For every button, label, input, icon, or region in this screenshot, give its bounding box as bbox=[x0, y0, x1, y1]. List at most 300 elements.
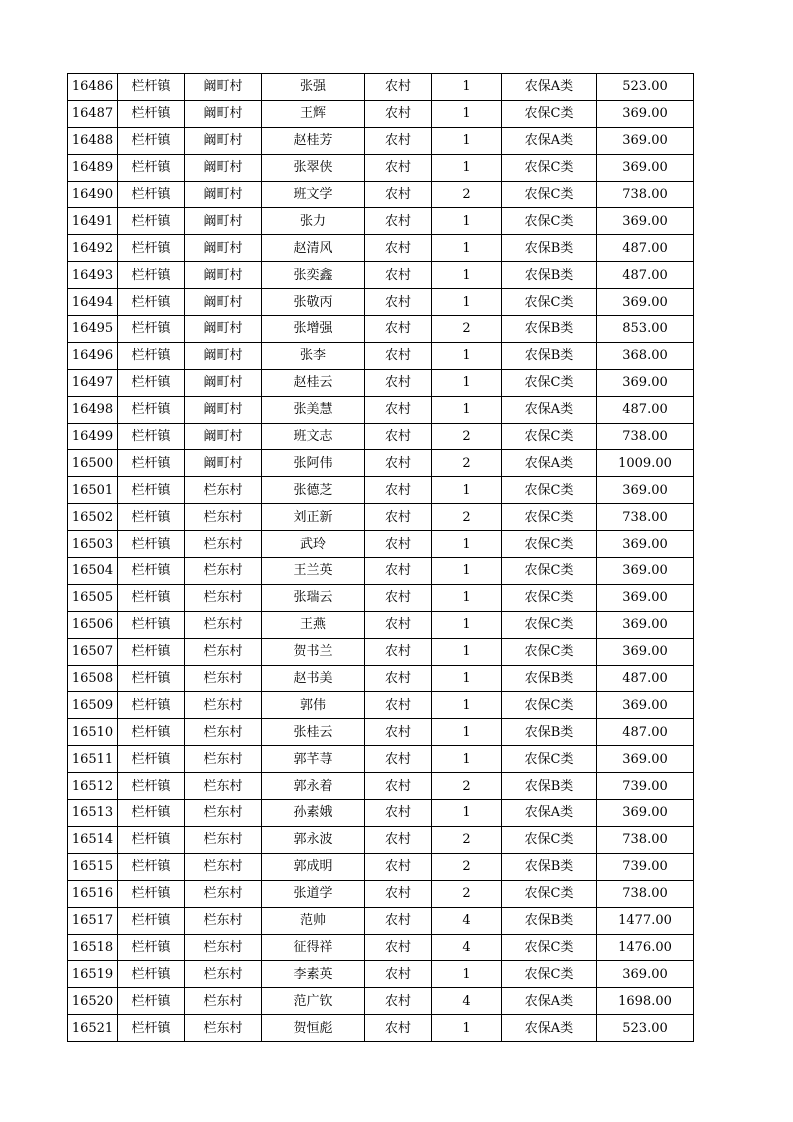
village-cell: 栏东村 bbox=[185, 773, 262, 800]
town-cell: 栏杆镇 bbox=[118, 235, 185, 262]
amount-cell: 369.00 bbox=[597, 477, 694, 504]
table-row bbox=[68, 235, 694, 262]
record-id-cell: 16496 bbox=[68, 342, 118, 369]
table-row bbox=[68, 342, 694, 369]
table-row bbox=[68, 262, 694, 289]
town-cell: 栏杆镇 bbox=[118, 262, 185, 289]
record-id-cell: 16490 bbox=[68, 181, 118, 208]
residence-type-cell: 农村 bbox=[365, 208, 432, 235]
name-cell: 赵桂芳 bbox=[262, 127, 365, 154]
name-cell: 王燕 bbox=[262, 611, 365, 638]
residence-type-cell: 农村 bbox=[365, 450, 432, 477]
town-cell: 栏杆镇 bbox=[118, 773, 185, 800]
insurance-category-cell: 农保B类 bbox=[502, 235, 597, 262]
record-id-cell: 16497 bbox=[68, 369, 118, 396]
insurance-category-cell: 农保B类 bbox=[502, 316, 597, 343]
town-cell: 栏杆镇 bbox=[118, 289, 185, 316]
town-cell: 栏杆镇 bbox=[118, 74, 185, 101]
roster-body bbox=[68, 74, 694, 1042]
name-cell: 王兰英 bbox=[262, 558, 365, 585]
town-cell: 栏杆镇 bbox=[118, 746, 185, 773]
table-row bbox=[68, 477, 694, 504]
insurance-category-cell: 农保B类 bbox=[502, 773, 597, 800]
insurance-category-cell: 农保C类 bbox=[502, 692, 597, 719]
residence-type-cell: 农村 bbox=[365, 665, 432, 692]
residence-type-cell: 农村 bbox=[365, 907, 432, 934]
record-id-cell: 16489 bbox=[68, 154, 118, 181]
village-cell: 栏东村 bbox=[185, 584, 262, 611]
name-cell: 郭成明 bbox=[262, 853, 365, 880]
name-cell: 张敬丙 bbox=[262, 289, 365, 316]
name-cell: 张美慧 bbox=[262, 396, 365, 423]
person-count-cell: 1 bbox=[432, 477, 502, 504]
person-count-cell: 1 bbox=[432, 342, 502, 369]
table-row bbox=[68, 800, 694, 827]
town-cell: 栏杆镇 bbox=[118, 316, 185, 343]
town-cell: 栏杆镇 bbox=[118, 665, 185, 692]
person-count-cell: 1 bbox=[432, 719, 502, 746]
residence-type-cell: 农村 bbox=[365, 988, 432, 1015]
record-id-cell: 16518 bbox=[68, 934, 118, 961]
table-row bbox=[68, 369, 694, 396]
name-cell: 范广钦 bbox=[262, 988, 365, 1015]
name-cell: 张李 bbox=[262, 342, 365, 369]
town-cell: 栏杆镇 bbox=[118, 100, 185, 127]
insurance-category-cell: 农保A类 bbox=[502, 450, 597, 477]
town-cell: 栏杆镇 bbox=[118, 826, 185, 853]
name-cell: 武玲 bbox=[262, 531, 365, 558]
town-cell: 栏杆镇 bbox=[118, 934, 185, 961]
table-row bbox=[68, 934, 694, 961]
person-count-cell: 2 bbox=[432, 773, 502, 800]
town-cell: 栏杆镇 bbox=[118, 880, 185, 907]
insurance-category-cell: 农保A类 bbox=[502, 127, 597, 154]
table-row bbox=[68, 584, 694, 611]
town-cell: 栏杆镇 bbox=[118, 396, 185, 423]
insurance-category-cell: 农保C类 bbox=[502, 531, 597, 558]
record-id-cell: 16494 bbox=[68, 289, 118, 316]
residence-type-cell: 农村 bbox=[365, 235, 432, 262]
village-cell: 栏东村 bbox=[185, 934, 262, 961]
name-cell: 范帅 bbox=[262, 907, 365, 934]
insurance-category-cell: 农保C类 bbox=[502, 880, 597, 907]
record-id-cell: 16519 bbox=[68, 961, 118, 988]
village-cell: 栏东村 bbox=[185, 826, 262, 853]
table-row bbox=[68, 719, 694, 746]
residence-type-cell: 农村 bbox=[365, 853, 432, 880]
residence-type-cell: 农村 bbox=[365, 746, 432, 773]
record-id-cell: 16492 bbox=[68, 235, 118, 262]
person-count-cell: 1 bbox=[432, 100, 502, 127]
record-id-cell: 16515 bbox=[68, 853, 118, 880]
residence-type-cell: 农村 bbox=[365, 181, 432, 208]
table-row bbox=[68, 208, 694, 235]
record-id-cell: 16511 bbox=[68, 746, 118, 773]
table-row bbox=[68, 100, 694, 127]
village-cell: 阚町村 bbox=[185, 342, 262, 369]
record-id-cell: 16502 bbox=[68, 504, 118, 531]
name-cell: 张道学 bbox=[262, 880, 365, 907]
insurance-category-cell: 农保A类 bbox=[502, 1015, 597, 1042]
table-row bbox=[68, 289, 694, 316]
insurance-category-cell: 农保C类 bbox=[502, 477, 597, 504]
table-row bbox=[68, 316, 694, 343]
person-count-cell: 1 bbox=[432, 127, 502, 154]
amount-cell: 523.00 bbox=[597, 1015, 694, 1042]
residence-type-cell: 农村 bbox=[365, 880, 432, 907]
table-row bbox=[68, 880, 694, 907]
name-cell: 张德芝 bbox=[262, 477, 365, 504]
name-cell: 张增强 bbox=[262, 316, 365, 343]
village-cell: 阚町村 bbox=[185, 127, 262, 154]
residence-type-cell: 农村 bbox=[365, 800, 432, 827]
residence-type-cell: 农村 bbox=[365, 1015, 432, 1042]
village-cell: 阚町村 bbox=[185, 235, 262, 262]
village-cell: 阚町村 bbox=[185, 289, 262, 316]
record-id-cell: 16487 bbox=[68, 100, 118, 127]
record-id-cell: 16501 bbox=[68, 477, 118, 504]
roster-table bbox=[67, 73, 694, 1042]
table-row bbox=[68, 396, 694, 423]
village-cell: 栏东村 bbox=[185, 665, 262, 692]
residence-type-cell: 农村 bbox=[365, 396, 432, 423]
amount-cell: 368.00 bbox=[597, 342, 694, 369]
village-cell: 阚町村 bbox=[185, 181, 262, 208]
village-cell: 阚町村 bbox=[185, 423, 262, 450]
name-cell: 张力 bbox=[262, 208, 365, 235]
name-cell: 贺恒彪 bbox=[262, 1015, 365, 1042]
name-cell: 郭伟 bbox=[262, 692, 365, 719]
village-cell: 阚町村 bbox=[185, 262, 262, 289]
name-cell: 张瑞云 bbox=[262, 584, 365, 611]
name-cell: 郭永波 bbox=[262, 826, 365, 853]
residence-type-cell: 农村 bbox=[365, 531, 432, 558]
amount-cell: 738.00 bbox=[597, 880, 694, 907]
village-cell: 栏东村 bbox=[185, 638, 262, 665]
table-row bbox=[68, 826, 694, 853]
record-id-cell: 16491 bbox=[68, 208, 118, 235]
record-id-cell: 16508 bbox=[68, 665, 118, 692]
table-row bbox=[68, 692, 694, 719]
village-cell: 阚町村 bbox=[185, 100, 262, 127]
amount-cell: 369.00 bbox=[597, 584, 694, 611]
insurance-category-cell: 农保C类 bbox=[502, 504, 597, 531]
insurance-category-cell: 农保C类 bbox=[502, 746, 597, 773]
village-cell: 栏东村 bbox=[185, 880, 262, 907]
person-count-cell: 1 bbox=[432, 531, 502, 558]
record-id-cell: 16506 bbox=[68, 611, 118, 638]
town-cell: 栏杆镇 bbox=[118, 907, 185, 934]
name-cell: 张强 bbox=[262, 74, 365, 101]
residence-type-cell: 农村 bbox=[365, 316, 432, 343]
amount-cell: 1477.00 bbox=[597, 907, 694, 934]
person-count-cell: 2 bbox=[432, 853, 502, 880]
person-count-cell: 1 bbox=[432, 665, 502, 692]
amount-cell: 738.00 bbox=[597, 826, 694, 853]
table-row bbox=[68, 746, 694, 773]
residence-type-cell: 农村 bbox=[365, 692, 432, 719]
village-cell: 阚町村 bbox=[185, 208, 262, 235]
residence-type-cell: 农村 bbox=[365, 934, 432, 961]
town-cell: 栏杆镇 bbox=[118, 504, 185, 531]
residence-type-cell: 农村 bbox=[365, 369, 432, 396]
amount-cell: 369.00 bbox=[597, 100, 694, 127]
town-cell: 栏杆镇 bbox=[118, 961, 185, 988]
village-cell: 栏东村 bbox=[185, 961, 262, 988]
amount-cell: 738.00 bbox=[597, 181, 694, 208]
person-count-cell: 1 bbox=[432, 154, 502, 181]
residence-type-cell: 农村 bbox=[365, 961, 432, 988]
insurance-category-cell: 农保C类 bbox=[502, 423, 597, 450]
record-id-cell: 16520 bbox=[68, 988, 118, 1015]
person-count-cell: 2 bbox=[432, 181, 502, 208]
residence-type-cell: 农村 bbox=[365, 611, 432, 638]
amount-cell: 853.00 bbox=[597, 316, 694, 343]
table-row bbox=[68, 74, 694, 101]
amount-cell: 369.00 bbox=[597, 800, 694, 827]
residence-type-cell: 农村 bbox=[365, 558, 432, 585]
insurance-category-cell: 农保C类 bbox=[502, 558, 597, 585]
person-count-cell: 1 bbox=[432, 289, 502, 316]
name-cell: 郭芊荨 bbox=[262, 746, 365, 773]
village-cell: 栏东村 bbox=[185, 746, 262, 773]
person-count-cell: 1 bbox=[432, 369, 502, 396]
village-cell: 栏东村 bbox=[185, 504, 262, 531]
table-row bbox=[68, 907, 694, 934]
person-count-cell: 2 bbox=[432, 504, 502, 531]
name-cell: 王辉 bbox=[262, 100, 365, 127]
amount-cell: 739.00 bbox=[597, 853, 694, 880]
table-row bbox=[68, 773, 694, 800]
name-cell: 刘正新 bbox=[262, 504, 365, 531]
village-cell: 阚町村 bbox=[185, 450, 262, 477]
town-cell: 栏杆镇 bbox=[118, 181, 185, 208]
record-id-cell: 16513 bbox=[68, 800, 118, 827]
table-row bbox=[68, 988, 694, 1015]
amount-cell: 369.00 bbox=[597, 746, 694, 773]
amount-cell: 487.00 bbox=[597, 719, 694, 746]
table-row bbox=[68, 504, 694, 531]
person-count-cell: 4 bbox=[432, 988, 502, 1015]
name-cell: 张阿伟 bbox=[262, 450, 365, 477]
amount-cell: 487.00 bbox=[597, 396, 694, 423]
amount-cell: 369.00 bbox=[597, 611, 694, 638]
name-cell: 李素英 bbox=[262, 961, 365, 988]
residence-type-cell: 农村 bbox=[365, 423, 432, 450]
town-cell: 栏杆镇 bbox=[118, 423, 185, 450]
town-cell: 栏杆镇 bbox=[118, 154, 185, 181]
town-cell: 栏杆镇 bbox=[118, 584, 185, 611]
insurance-category-cell: 农保C类 bbox=[502, 100, 597, 127]
village-cell: 栏东村 bbox=[185, 988, 262, 1015]
record-id-cell: 16503 bbox=[68, 531, 118, 558]
amount-cell: 369.00 bbox=[597, 558, 694, 585]
insurance-category-cell: 农保C类 bbox=[502, 584, 597, 611]
person-count-cell: 1 bbox=[432, 800, 502, 827]
record-id-cell: 16499 bbox=[68, 423, 118, 450]
residence-type-cell: 农村 bbox=[365, 100, 432, 127]
record-id-cell: 16514 bbox=[68, 826, 118, 853]
town-cell: 栏杆镇 bbox=[118, 450, 185, 477]
person-count-cell: 1 bbox=[432, 611, 502, 638]
table-row bbox=[68, 181, 694, 208]
town-cell: 栏杆镇 bbox=[118, 719, 185, 746]
name-cell: 孙素娥 bbox=[262, 800, 365, 827]
table-row bbox=[68, 665, 694, 692]
person-count-cell: 1 bbox=[432, 74, 502, 101]
person-count-cell: 2 bbox=[432, 826, 502, 853]
name-cell: 郭永着 bbox=[262, 773, 365, 800]
table-row bbox=[68, 127, 694, 154]
name-cell: 张桂云 bbox=[262, 719, 365, 746]
amount-cell: 369.00 bbox=[597, 638, 694, 665]
person-count-cell: 1 bbox=[432, 584, 502, 611]
record-id-cell: 16504 bbox=[68, 558, 118, 585]
record-id-cell: 16516 bbox=[68, 880, 118, 907]
amount-cell: 487.00 bbox=[597, 235, 694, 262]
insurance-category-cell: 农保B类 bbox=[502, 665, 597, 692]
town-cell: 栏杆镇 bbox=[118, 800, 185, 827]
record-id-cell: 16509 bbox=[68, 692, 118, 719]
insurance-category-cell: 农保C类 bbox=[502, 369, 597, 396]
record-id-cell: 16493 bbox=[68, 262, 118, 289]
town-cell: 栏杆镇 bbox=[118, 558, 185, 585]
amount-cell: 369.00 bbox=[597, 289, 694, 316]
amount-cell: 1698.00 bbox=[597, 988, 694, 1015]
insurance-category-cell: 农保C类 bbox=[502, 826, 597, 853]
name-cell: 赵书美 bbox=[262, 665, 365, 692]
residence-type-cell: 农村 bbox=[365, 504, 432, 531]
table-row bbox=[68, 558, 694, 585]
insurance-category-cell: 农保A类 bbox=[502, 396, 597, 423]
town-cell: 栏杆镇 bbox=[118, 127, 185, 154]
amount-cell: 369.00 bbox=[597, 692, 694, 719]
amount-cell: 487.00 bbox=[597, 262, 694, 289]
name-cell: 班文学 bbox=[262, 181, 365, 208]
village-cell: 栏东村 bbox=[185, 800, 262, 827]
residence-type-cell: 农村 bbox=[365, 262, 432, 289]
amount-cell: 487.00 bbox=[597, 665, 694, 692]
residence-type-cell: 农村 bbox=[365, 154, 432, 181]
village-cell: 阚町村 bbox=[185, 369, 262, 396]
person-count-cell: 1 bbox=[432, 638, 502, 665]
town-cell: 栏杆镇 bbox=[118, 988, 185, 1015]
insurance-category-cell: 农保A类 bbox=[502, 800, 597, 827]
insurance-category-cell: 农保C类 bbox=[502, 611, 597, 638]
person-count-cell: 2 bbox=[432, 450, 502, 477]
table-row bbox=[68, 154, 694, 181]
amount-cell: 369.00 bbox=[597, 208, 694, 235]
residence-type-cell: 农村 bbox=[365, 773, 432, 800]
insurance-category-cell: 农保C类 bbox=[502, 181, 597, 208]
table-row bbox=[68, 611, 694, 638]
town-cell: 栏杆镇 bbox=[118, 692, 185, 719]
person-count-cell: 2 bbox=[432, 880, 502, 907]
insurance-category-cell: 农保A类 bbox=[502, 988, 597, 1015]
insurance-category-cell: 农保A类 bbox=[502, 74, 597, 101]
village-cell: 栏东村 bbox=[185, 853, 262, 880]
residence-type-cell: 农村 bbox=[365, 289, 432, 316]
table-row bbox=[68, 853, 694, 880]
table-row bbox=[68, 423, 694, 450]
person-count-cell: 1 bbox=[432, 961, 502, 988]
record-id-cell: 16498 bbox=[68, 396, 118, 423]
village-cell: 栏东村 bbox=[185, 531, 262, 558]
amount-cell: 369.00 bbox=[597, 961, 694, 988]
person-count-cell: 1 bbox=[432, 558, 502, 585]
village-cell: 阚町村 bbox=[185, 316, 262, 343]
amount-cell: 369.00 bbox=[597, 369, 694, 396]
person-count-cell: 1 bbox=[432, 208, 502, 235]
residence-type-cell: 农村 bbox=[365, 638, 432, 665]
residence-type-cell: 农村 bbox=[365, 74, 432, 101]
amount-cell: 523.00 bbox=[597, 74, 694, 101]
residence-type-cell: 农村 bbox=[365, 719, 432, 746]
person-count-cell: 1 bbox=[432, 235, 502, 262]
record-id-cell: 16507 bbox=[68, 638, 118, 665]
name-cell: 班文志 bbox=[262, 423, 365, 450]
town-cell: 栏杆镇 bbox=[118, 853, 185, 880]
residence-type-cell: 农村 bbox=[365, 342, 432, 369]
insurance-category-cell: 农保C类 bbox=[502, 208, 597, 235]
amount-cell: 369.00 bbox=[597, 127, 694, 154]
town-cell: 栏杆镇 bbox=[118, 208, 185, 235]
amount-cell: 369.00 bbox=[597, 154, 694, 181]
record-id-cell: 16488 bbox=[68, 127, 118, 154]
insurance-category-cell: 农保B类 bbox=[502, 907, 597, 934]
town-cell: 栏杆镇 bbox=[118, 477, 185, 504]
insurance-category-cell: 农保C类 bbox=[502, 289, 597, 316]
town-cell: 栏杆镇 bbox=[118, 1015, 185, 1042]
person-count-cell: 1 bbox=[432, 692, 502, 719]
amount-cell: 738.00 bbox=[597, 504, 694, 531]
table-row bbox=[68, 961, 694, 988]
insurance-category-cell: 农保B类 bbox=[502, 262, 597, 289]
table-row bbox=[68, 531, 694, 558]
insurance-category-cell: 农保C类 bbox=[502, 961, 597, 988]
record-id-cell: 16495 bbox=[68, 316, 118, 343]
person-count-cell: 1 bbox=[432, 1015, 502, 1042]
village-cell: 栏东村 bbox=[185, 558, 262, 585]
insurance-category-cell: 农保C类 bbox=[502, 154, 597, 181]
insurance-category-cell: 农保B类 bbox=[502, 719, 597, 746]
insurance-category-cell: 农保C类 bbox=[502, 638, 597, 665]
village-cell: 栏东村 bbox=[185, 692, 262, 719]
record-id-cell: 16512 bbox=[68, 773, 118, 800]
town-cell: 栏杆镇 bbox=[118, 531, 185, 558]
table-row bbox=[68, 1015, 694, 1042]
record-id-cell: 16510 bbox=[68, 719, 118, 746]
town-cell: 栏杆镇 bbox=[118, 342, 185, 369]
table-row bbox=[68, 450, 694, 477]
person-count-cell: 4 bbox=[432, 934, 502, 961]
village-cell: 栏东村 bbox=[185, 719, 262, 746]
village-cell: 栏东村 bbox=[185, 907, 262, 934]
amount-cell: 1476.00 bbox=[597, 934, 694, 961]
village-cell: 栏东村 bbox=[185, 1015, 262, 1042]
name-cell: 张奕鑫 bbox=[262, 262, 365, 289]
person-count-cell: 1 bbox=[432, 396, 502, 423]
residence-type-cell: 农村 bbox=[365, 826, 432, 853]
town-cell: 栏杆镇 bbox=[118, 369, 185, 396]
amount-cell: 1009.00 bbox=[597, 450, 694, 477]
amount-cell: 369.00 bbox=[597, 531, 694, 558]
amount-cell: 738.00 bbox=[597, 423, 694, 450]
village-cell: 阚町村 bbox=[185, 74, 262, 101]
town-cell: 栏杆镇 bbox=[118, 638, 185, 665]
record-id-cell: 16486 bbox=[68, 74, 118, 101]
table-row bbox=[68, 638, 694, 665]
